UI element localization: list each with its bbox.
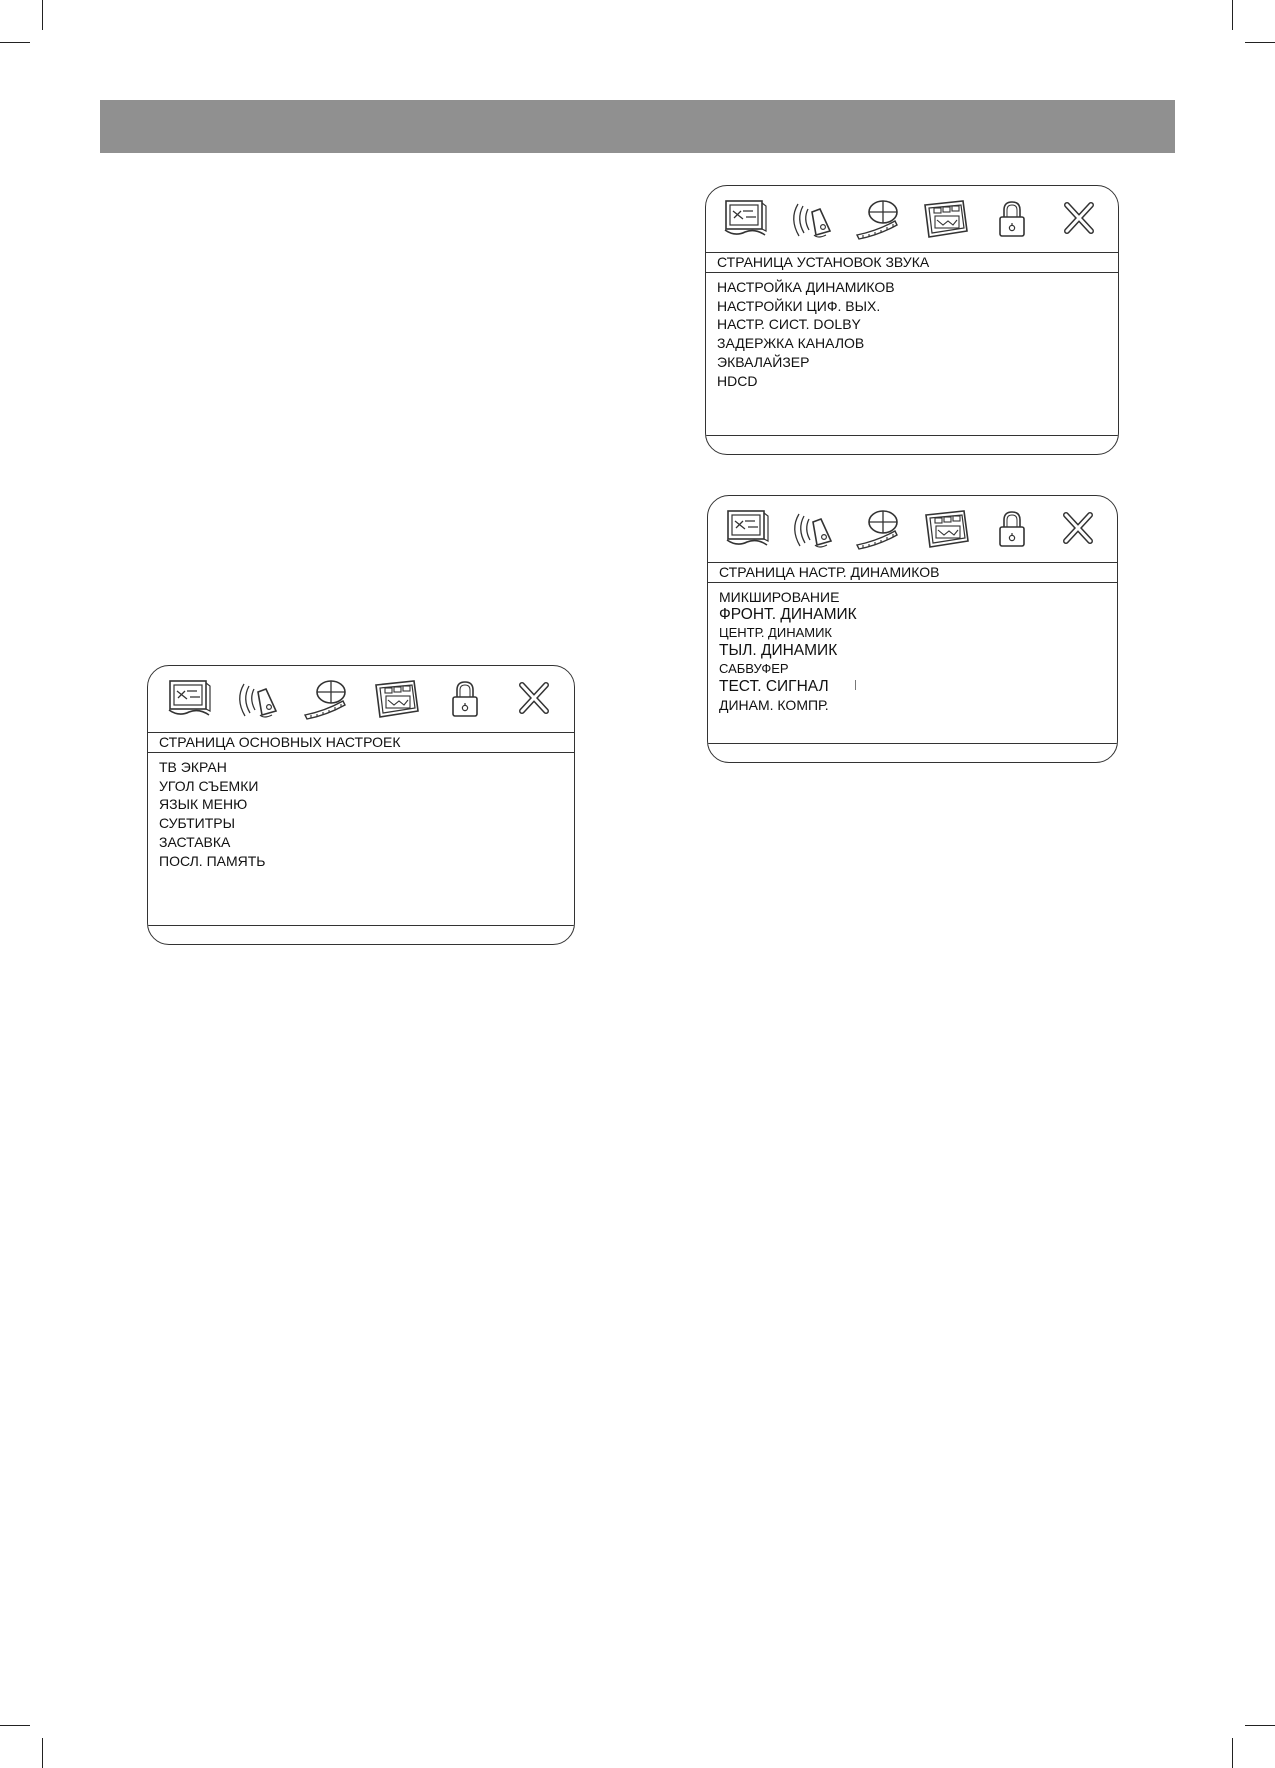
password-lock-icon[interactable] [986,197,1038,241]
menu-list [719,588,857,714]
menu-item-speaker-setup[interactable]: НАСТРОЙКА ДИНАМИКОВ [717,279,895,295]
general-setup-icon[interactable] [163,677,215,721]
audio-setup-icon[interactable] [787,507,839,551]
menu-item-subwoofer[interactable]: САБВУФЕР [719,661,789,676]
password-lock-icon[interactable] [439,677,491,721]
menu-item-angle[interactable]: УГОЛ СЪЕМКИ [159,777,259,794]
icon-bar [708,496,1117,562]
crop-mark [42,1738,43,1768]
menu-item-downmix[interactable]: МИКШИРОВАНИЕ [719,589,840,605]
preference-icon[interactable] [370,677,422,721]
general-setup-icon[interactable] [721,507,773,551]
menu-item-hdcd[interactable]: HDCD [717,372,758,389]
menu-item-subtitles[interactable]: СУБТИТРЫ [159,815,235,832]
speaker-setup-panel [707,495,1118,763]
crop-mark [1232,1738,1233,1768]
header-band [100,100,1175,153]
exit-icon[interactable] [508,677,560,721]
menu-item-menu-language[interactable]: ЯЗЫК МЕНЮ [159,796,248,813]
password-lock-icon[interactable] [986,507,1038,551]
menu-list [717,278,895,390]
menu-item-test-tone[interactable]: ТЕСТ. СИГНАЛ [719,678,829,695]
audio-setup-panel [705,185,1119,455]
audio-setup-icon[interactable] [786,197,838,241]
menu-item-dolby-setup[interactable]: НАСТР. СИСТ. DOLBY [717,316,861,333]
preference-icon[interactable] [920,507,972,551]
video-setup-icon[interactable] [853,197,905,241]
menu-item-screensaver[interactable]: ЗАСТАВКА [159,833,231,850]
crop-mark [1245,42,1275,43]
menu-item-last-memory[interactable]: ПОСЛ. ПАМЯТЬ [159,852,266,869]
panel-footer-divider [706,435,1118,436]
menu-item-front-speaker[interactable]: ФРОНТ. ДИНАМИК [719,606,857,623]
menu-item-equalizer[interactable]: ЭКВАЛАЙЗЕР [717,353,810,370]
general-setup-panel [147,665,575,945]
menu-item-rear-speaker[interactable]: ТЫЛ. ДИНАМИК [719,642,838,659]
icon-bar [148,666,574,732]
menu-item-channel-delay[interactable]: ЗАДЕРЖКА КАНАЛОВ [717,335,865,352]
menu-item-tv-screen[interactable]: ТВ ЭКРАН [159,759,227,775]
cursor-tick [855,680,856,690]
exit-icon[interactable] [1052,507,1104,551]
crop-mark [0,42,30,43]
menu-item-center-speaker[interactable]: ЦЕНТР. ДИНАМИК [719,625,833,640]
menu-item-digital-output[interactable]: НАСТРОЙКИ ЦИФ. ВЫХ. [717,297,881,314]
panel-footer-divider [708,743,1117,744]
menu-item-dynamic-range[interactable]: ДИНАМ. КОМПР. [719,697,829,713]
general-setup-icon[interactable] [719,197,771,241]
crop-mark [1232,0,1233,30]
video-setup-icon[interactable] [853,507,905,551]
panel-title: СТРАНИЦА УСТАНОВОК ЗВУКА [706,252,1118,273]
menu-list [159,758,265,870]
exit-icon[interactable] [1053,197,1105,241]
audio-setup-icon[interactable] [232,677,284,721]
crop-mark [1245,1725,1275,1726]
panel-footer-divider [148,925,574,926]
preference-icon[interactable] [919,197,971,241]
video-setup-icon[interactable] [301,677,353,721]
icon-bar [706,186,1118,252]
panel-title: СТРАНИЦА НАСТР. ДИНАМИКОВ [708,562,1117,583]
crop-mark [42,0,43,30]
crop-mark [0,1725,30,1726]
panel-title: СТРАНИЦА ОСНОВНЫХ НАСТРОЕК [148,732,574,753]
